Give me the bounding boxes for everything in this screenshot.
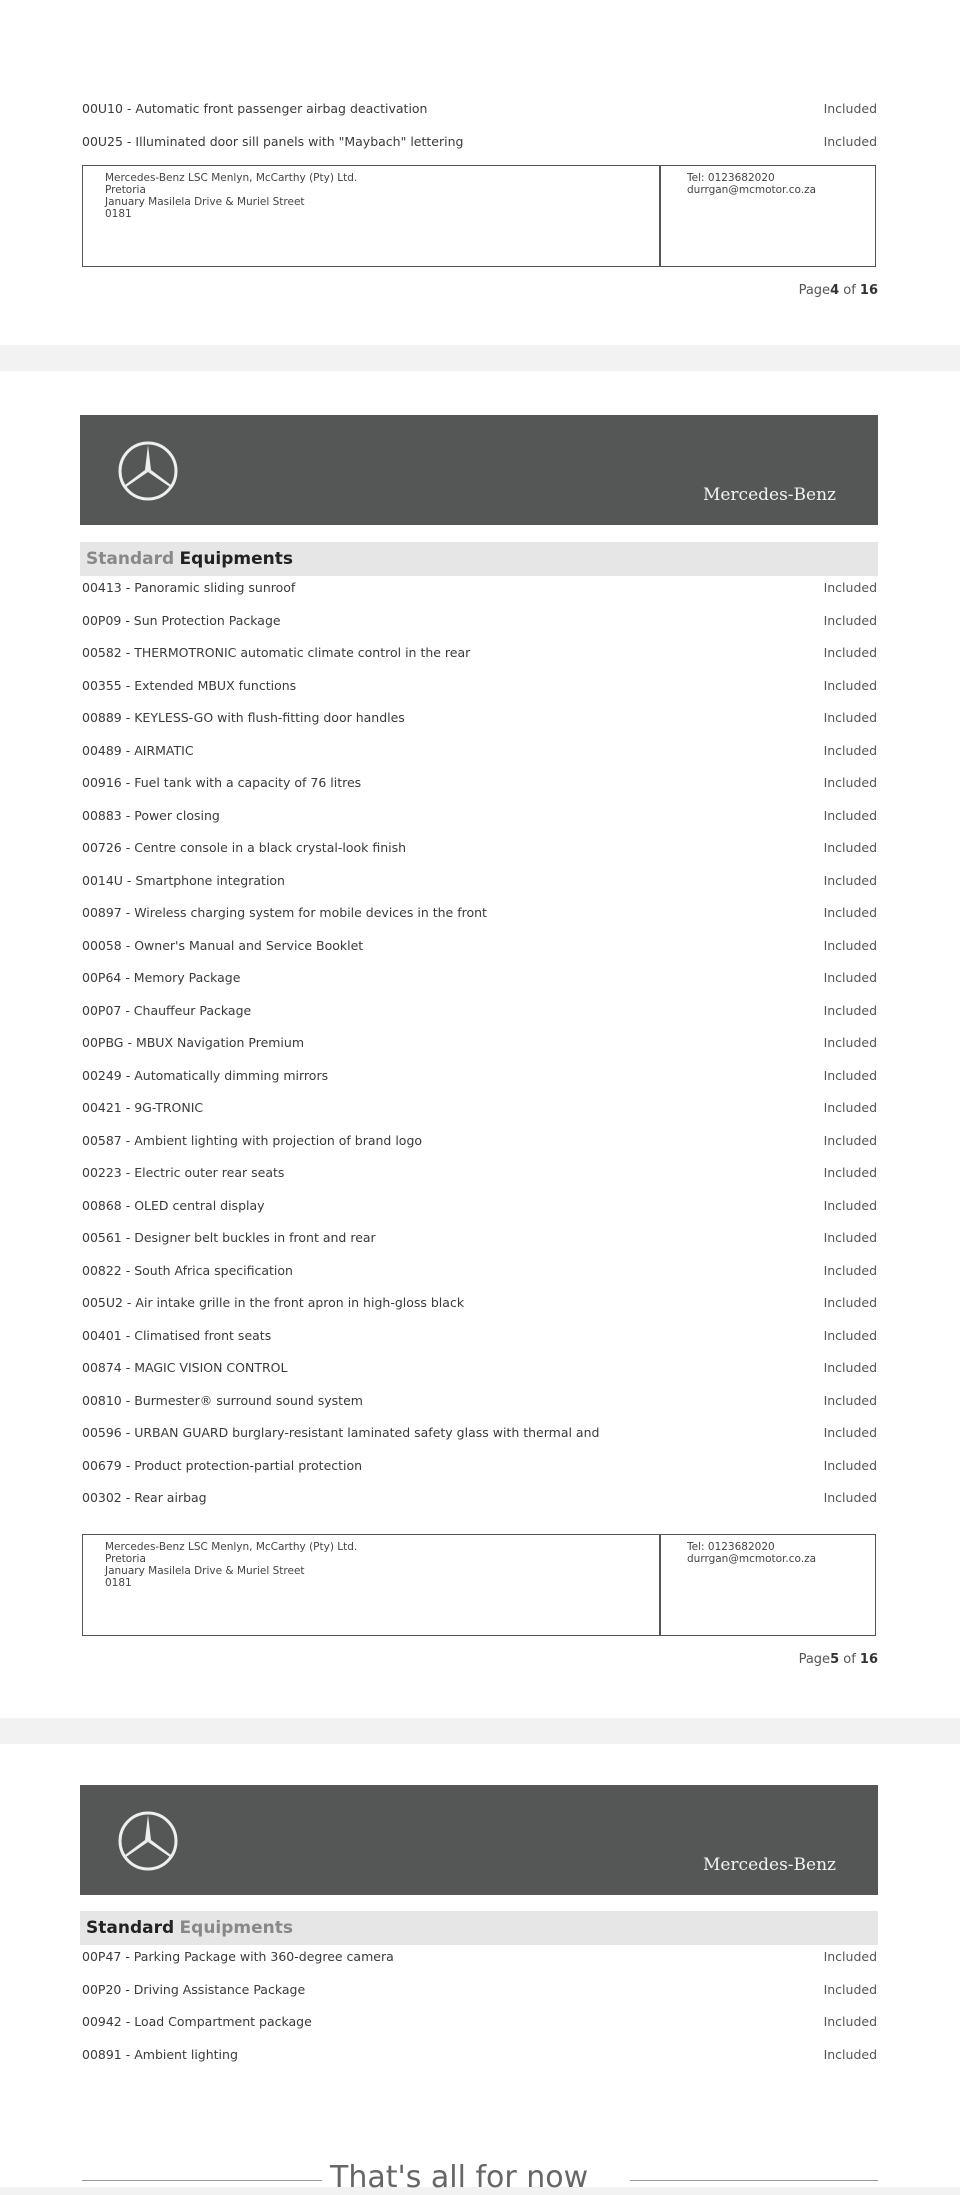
equipment-description: 00561 - Designer belt buckles in front and rear — [82, 1230, 376, 1245]
equipment-description: 00302 - Rear airbag — [82, 1490, 207, 1505]
equipment-status: Included — [823, 1360, 877, 1375]
equipment-description: 00413 - Panoramic sliding sunroof — [82, 580, 296, 595]
equipment-status: Included — [823, 1197, 877, 1213]
equipment-description: 00596 - URBAN GUARD burglary-resistant laminated safety glass with thermal and — [82, 1425, 600, 1440]
document-page-5 — [0, 371, 960, 1718]
equipment-status: Included — [823, 1067, 877, 1083]
equipment-status: Included — [823, 1949, 877, 1964]
closing-text: That's all for now — [330, 2160, 589, 2195]
equipment-description: 00P64 - Memory Package — [82, 970, 241, 985]
equipment-status: Included — [823, 1425, 877, 1440]
equipment-row — [82, 1098, 877, 1118]
equipment-description: 00P09 - Sun Protection Package — [82, 612, 281, 628]
equipment-status: Included — [823, 645, 877, 660]
section-heading-dark: Equipments — [179, 549, 294, 569]
equipment-row — [82, 611, 877, 631]
document-page-4 — [0, 0, 960, 345]
equipment-status: Included — [823, 1392, 877, 1408]
document-page-6 — [0, 1744, 960, 2187]
equipment-status: Included — [823, 1165, 877, 1180]
equipment-row — [82, 643, 877, 663]
equipment-status: Included — [823, 1981, 877, 1997]
equipment-status: Included — [823, 1035, 877, 1050]
equipment-row — [82, 1293, 877, 1313]
equipment-row — [82, 1261, 877, 1281]
brand-wordmark: Mercedes-Benz — [702, 485, 836, 505]
equipment-row — [82, 1196, 877, 1216]
equipment-description: 00P47 - Parking Package with 360-degree camera — [82, 1949, 394, 1964]
footer-divider — [659, 1535, 661, 1635]
equipment-status: Included — [823, 1295, 877, 1310]
equipment-row — [82, 2012, 877, 2032]
equipment-description: 00726 - Centre console in a black crystal-look finish — [82, 840, 407, 855]
equipment-description: 00582 - THERMOTRONIC automatic climate control in the rear — [82, 645, 471, 660]
equipment-row — [82, 871, 877, 891]
closing-message — [0, 2160, 960, 2195]
equipment-description: 00355 - Extended MBUX functions — [82, 677, 297, 693]
equipment-row — [82, 578, 877, 598]
equipment-description: 00PBG - MBUX Navigation Premium — [82, 1035, 305, 1050]
dealer-contact: Tel: 0123682020 durrgan@mcmotor.co.za — [687, 1541, 817, 1565]
equipment-row — [82, 676, 877, 696]
equipment-description: 00U10 - Automatic front passenger airbag deactivation — [82, 101, 428, 116]
equipment-status: Included — [823, 742, 877, 758]
equipment-row — [82, 2045, 877, 2065]
equipment-description: 00874 - MAGIC VISION CONTROL — [82, 1360, 288, 1375]
equipment-status: Included — [823, 1327, 877, 1343]
equipment-description: 00868 - OLED central display — [82, 1197, 265, 1213]
equipment-description: 00P20 - Driving Assistance Package — [82, 1981, 306, 1997]
equipment-description: 00822 - South Africa specification — [82, 1262, 293, 1278]
equipment-status: Included — [823, 970, 877, 985]
equipment-status: Included — [823, 710, 877, 725]
mercedes-star-logo — [116, 1809, 180, 1873]
section-heading-light: Standard — [86, 549, 175, 569]
equipment-status: Included — [823, 872, 877, 888]
equipment-row — [82, 1456, 877, 1476]
equipment-status: Included — [823, 2014, 877, 2029]
equipment-row — [82, 741, 877, 761]
equipment-status: Included — [823, 840, 877, 855]
equipment-row — [82, 806, 877, 826]
dealer-footer — [82, 1534, 876, 1636]
equipment-description: 00U25 - Illuminated door sill panels with "Maybach" lettering — [82, 134, 464, 149]
page-total: 16 — [859, 1652, 878, 1667]
section-heading — [80, 1911, 878, 1945]
closing-line-left — [82, 2180, 322, 2181]
equipment-description: 00889 - KEYLESS-GO with flush-fitting door handles — [82, 710, 405, 725]
equipment-description: 00489 - AIRMATIC — [82, 742, 194, 758]
equipment-status: Included — [823, 1490, 877, 1505]
equipment-status: Included — [823, 2046, 877, 2062]
dealer-footer — [82, 165, 876, 267]
equipment-row — [82, 708, 877, 728]
equipment-status: Included — [823, 612, 877, 628]
page-label: Page — [798, 283, 831, 298]
equipment-status: Included — [823, 937, 877, 953]
equipment-status: Included — [823, 1002, 877, 1018]
section-heading-light: Equipments — [179, 1918, 294, 1938]
equipment-description: 00401 - Climatised front seats — [82, 1327, 272, 1343]
equipment-description: 00223 - Electric outer rear seats — [82, 1165, 285, 1180]
brand-banner — [80, 1785, 878, 1895]
equipment-status: Included — [823, 1100, 877, 1115]
equipment-row — [82, 903, 877, 923]
equipment-status: Included — [823, 775, 877, 790]
equipment-status: Included — [823, 1230, 877, 1245]
brand-wordmark: Mercedes-Benz — [702, 1855, 836, 1875]
equipment-row — [82, 1228, 877, 1248]
equipment-description: 00679 - Product protection-partial protection — [82, 1457, 363, 1473]
equipment-description: 00942 - Load Compartment package — [82, 2014, 312, 2029]
page-number — [799, 283, 878, 298]
equipment-status: Included — [823, 905, 877, 920]
section-heading — [80, 542, 878, 576]
equipment-description: 00897 - Wireless charging system for mobile devices in the front — [82, 905, 487, 920]
mercedes-star-logo — [116, 439, 180, 503]
equipment-description: 00058 - Owner's Manual and Service Booklet — [82, 937, 364, 953]
footer-divider — [659, 166, 661, 266]
equipment-status: Included — [823, 1457, 877, 1473]
equipment-row — [82, 99, 877, 119]
equipment-status: Included — [823, 807, 877, 823]
equipment-row — [82, 132, 877, 152]
equipment-description: 0014U - Smartphone integration — [82, 872, 285, 888]
equipment-row — [82, 1391, 877, 1411]
brand-banner — [80, 415, 878, 525]
equipment-description: 00P07 - Chauffeur Package — [82, 1002, 252, 1018]
equipment-description: 00891 - Ambient lighting — [82, 2046, 238, 2062]
equipment-description: 00249 - Automatically dimming mirrors — [82, 1067, 329, 1083]
equipment-row — [82, 936, 877, 956]
closing-line-right — [630, 2180, 878, 2181]
page-label: Page — [798, 1652, 831, 1667]
page-of: of — [839, 1652, 860, 1667]
equipment-row — [82, 1423, 877, 1443]
equipment-row — [82, 1358, 877, 1378]
equipment-row — [82, 1066, 877, 1086]
equipment-description: 00421 - 9G-TRONIC — [82, 1100, 204, 1115]
equipment-description: 00810 - Burmester® surround sound system — [82, 1392, 363, 1408]
page-of: of — [839, 283, 860, 298]
equipment-row — [82, 1980, 877, 2000]
equipment-row — [82, 968, 877, 988]
equipment-row — [82, 1033, 877, 1053]
equipment-row — [82, 1001, 877, 1021]
equipment-row — [82, 838, 877, 858]
equipment-row — [82, 773, 877, 793]
equipment-description: 005U2 - Air intake grille in the front apron in high-gloss black — [82, 1295, 465, 1310]
equipment-status: Included — [823, 580, 877, 595]
equipment-status: Included — [823, 134, 877, 149]
equipment-row — [82, 1131, 877, 1151]
equipment-status: Included — [823, 677, 877, 693]
dealer-contact: Tel: 0123682020 durrgan@mcmotor.co.za — [687, 172, 817, 196]
equipment-description: 00916 - Fuel tank with a capacity of 76 litres — [82, 775, 362, 790]
equipment-row — [82, 1947, 877, 1967]
equipment-status: Included — [823, 1262, 877, 1278]
page-total: 16 — [859, 283, 878, 298]
equipment-row — [82, 1163, 877, 1183]
equipment-row — [82, 1488, 877, 1508]
equipment-description: 00587 - Ambient lighting with projection of brand logo — [82, 1132, 423, 1148]
page-current: 4 — [830, 283, 840, 298]
dealer-address: Mercedes-Benz LSC Menlyn, McCarthy (Pty) Ltd. Pretoria January Masilela Drive & Muriel Street 0181 — [105, 1541, 358, 1589]
page-number — [799, 1652, 878, 1667]
dealer-address: Mercedes-Benz LSC Menlyn, McCarthy (Pty) Ltd. Pretoria January Masilela Drive & Muriel Street 0181 — [105, 172, 358, 220]
equipment-description: 00883 - Power closing — [82, 807, 220, 823]
section-heading-dark: Standard — [86, 1918, 175, 1938]
equipment-status: Included — [823, 1132, 877, 1148]
equipment-row — [82, 1326, 877, 1346]
page-current: 5 — [830, 1652, 840, 1667]
equipment-status: Included — [823, 101, 877, 116]
